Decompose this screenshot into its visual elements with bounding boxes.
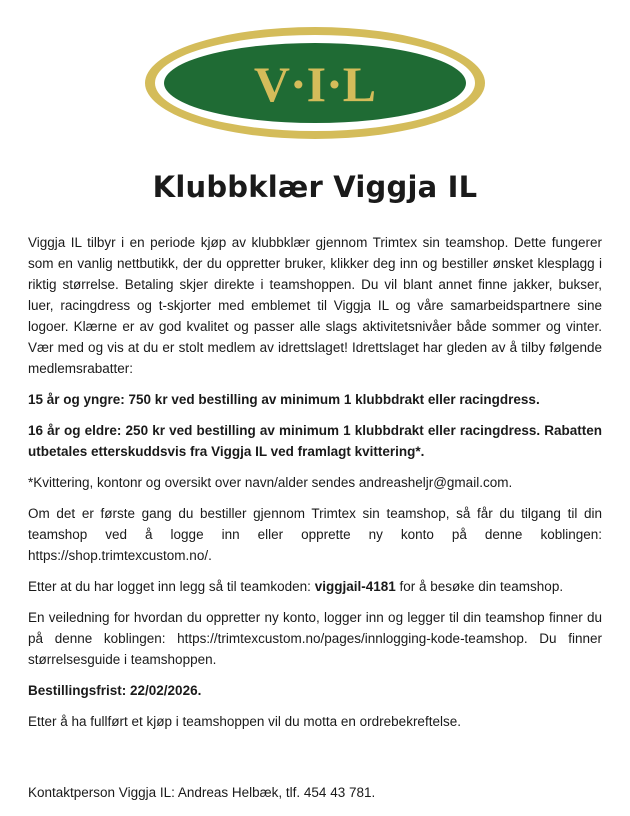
receipt-note: *Kvittering, kontonr og oversikt over navn/alder sendes andreasheljr@gmail.com. (28, 475, 513, 490)
guide-paragraph: En veiledning for hvordan du oppretter ny konto, logger inn og legger til din teamshop finner du på denne koblingen: https://trimtexcustom.no/pages/innlogging-kode-teamshop. Du finner størrelsesguide i teamshoppen. (28, 610, 602, 667)
logo-lettering: V·I·L (253, 56, 377, 112)
discount-young: 15 år og yngre: 750 kr ved bestilling av minimum 1 klubbdrakt eller racingdress. (28, 392, 540, 407)
contact-line: Kontaktperson Viggja IL: Andreas Helbæk, tlf. 454 43 781. (28, 785, 376, 800)
teamcode-suffix: for å besøke din teamshop. (395, 579, 564, 594)
order-deadline: Bestillingsfrist: 22/02/2026. (28, 683, 202, 698)
vil-logo (0, 0, 630, 150)
teamcode-prefix: Etter at du har logget inn legg så til teamkoden: (28, 579, 315, 594)
document-body (28, 232, 602, 742)
teamcode-paragraph (28, 576, 602, 597)
intro-paragraph: Viggja IL tilbyr i en periode kjøp av klubbklær gjennom Trimtex sin teamshop. Dette fungerer som en vanlig nettbutikk, der du oppretter bruker, klikker deg inn og bestiller ønsket klesplagg i riktig størrelse. Betaling skjer direkte i teamshoppen. Du vil blant annet finne jakker, bukser, luer, racingdress og t-skjorter med emblemet til Viggja IL og våre samarbeidspartnere sine logoer. Klærne er av god kvalitet og passer alle slags aktivitetsnivåer både sommer og vinter. Vær med og vis at du er stolt medlem av idrettslaget! Idrettslaget har gleden av å tilby følgende medlemsrabatter: (28, 235, 602, 376)
page-title: Klubbklær Viggja IL (152, 170, 478, 204)
teamcode-code: viggjail-4181 (314, 579, 396, 594)
first-time-paragraph: Om det er første gang du bestiller gjennom Trimtex sin teamshop, så får du tilgang til din teamshop ved å logge inn eller opprette ny konto på denne koblingen: https://shop.trimtexcustom.no/. (28, 506, 602, 563)
discount-old: 16 år og eldre: 250 kr ved bestilling av minimum 1 klubbdrakt eller racingdress. Rabatten utbetales etterskuddsvis fra Viggja IL ved framlagt kvittering*. (28, 423, 602, 459)
confirmation-paragraph: Etter å ha fullført et kjøp i teamshoppen vil du motta en ordrebekreftelse. (28, 714, 461, 729)
